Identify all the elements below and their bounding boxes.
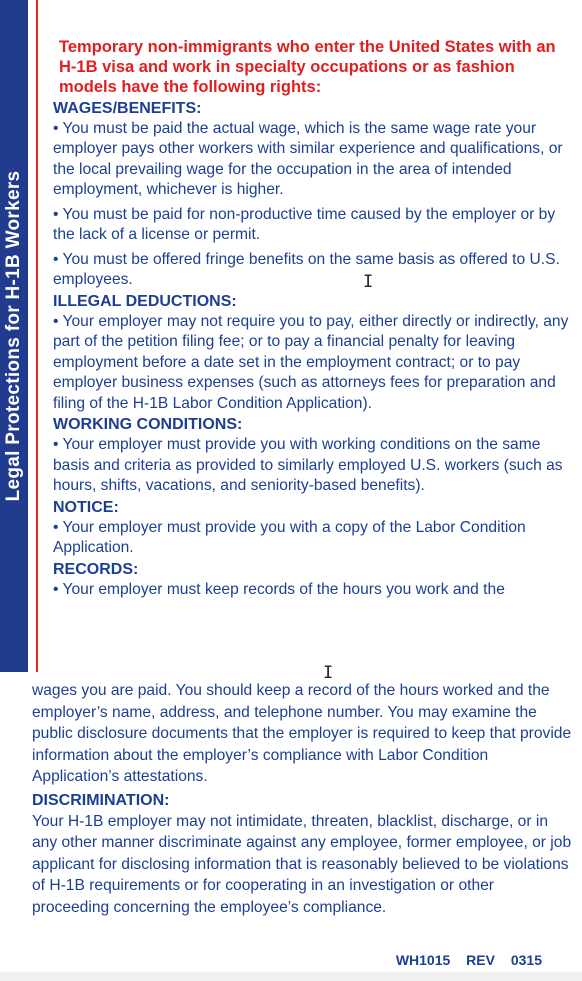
section-heading: DISCRIMINATION:	[32, 791, 170, 809]
sidebar-title: Legal Protections for H-1B Workers	[3, 170, 24, 502]
form-code: WH1015 REV 0315	[395, 952, 542, 968]
document-page-2	[32, 680, 572, 918]
section-illegal-deductions	[53, 291, 571, 415]
section-heading: WAGES/BENEFITS:	[53, 99, 202, 117]
section-discrimination	[32, 790, 572, 919]
bullet-paragraph: • You must be offered fringe benefits on the same basis as offered to U.S. employees.	[53, 250, 560, 288]
sidebar-band	[0, 0, 28, 672]
bullet-paragraph: • You must be paid the actual wage, which is the same wage rate your employer pays other workers with similar experience and qualifications, or the local prevailing wage for the occupation in the area of intended employment, whichever is higher.	[53, 119, 563, 198]
section-records	[53, 559, 571, 601]
bullet-paragraph: • You must be paid for non-productive time caused by the employer or by the lack of a license or permit.	[53, 205, 556, 243]
text-cursor-icon: I	[323, 663, 334, 683]
bullet-paragraph: • Your employer must provide you with working conditions on the same basis and criteria as provided to similarly employed U.S. workers (such as hours, shifts, vacations, and seniority-based benefits).	[53, 436, 563, 494]
section-heading: NOTICE:	[53, 498, 119, 516]
page-bottom-band	[0, 972, 582, 981]
bullet-paragraph: • Your employer must provide you with a copy of the Labor Condition Application.	[53, 518, 526, 556]
document-page-1	[53, 20, 571, 600]
section-heading: ILLEGAL DEDUCTIONS:	[53, 292, 237, 310]
section-notice	[53, 497, 571, 559]
bullet-paragraph: • Your employer must keep records of the hours you work and the	[53, 580, 505, 598]
text-cursor-icon: I	[363, 272, 374, 292]
section-wages-benefits	[53, 98, 571, 291]
section-heading: WORKING CONDITIONS:	[53, 416, 243, 433]
red-divider-line	[36, 0, 38, 672]
bullet-paragraph: • Your employer may not require you to pay, either directly or indirectly, any part of the petition filing fee; or to pay a financial penalty for leaving employment before a date set in the employment contract; or to pay employer business expenses (such as attorneys fees for preparation and filing of the H-1B Labor Condition Application).	[53, 312, 569, 412]
section-heading: RECORDS:	[53, 560, 139, 578]
body-paragraph: Your H-1B employer may not intimidate, threaten, blacklist, discharge, or in any other manner discriminate against any employee, former employee, or job applicant for disclosing information that is reasonably believed to be violations of H-1B requirements or for cooperating in an investigation or other proceeding concerning the employee’s compliance.	[32, 812, 572, 916]
section-working-conditions	[53, 414, 571, 497]
intro-statement: Temporary non-immigrants who enter the United States with an H-1B visa and work in specialty occupations or as fashion models have the following rights:	[59, 37, 556, 96]
records-continuation: wages you are paid. You should keep a record of the hours worked and the employer’s name, address, and telephone number. You may examine the public disclosure documents that the employer is required to keep that provide information about the employer’s compliance with Labor Condition Application’s attestations.	[32, 682, 572, 785]
